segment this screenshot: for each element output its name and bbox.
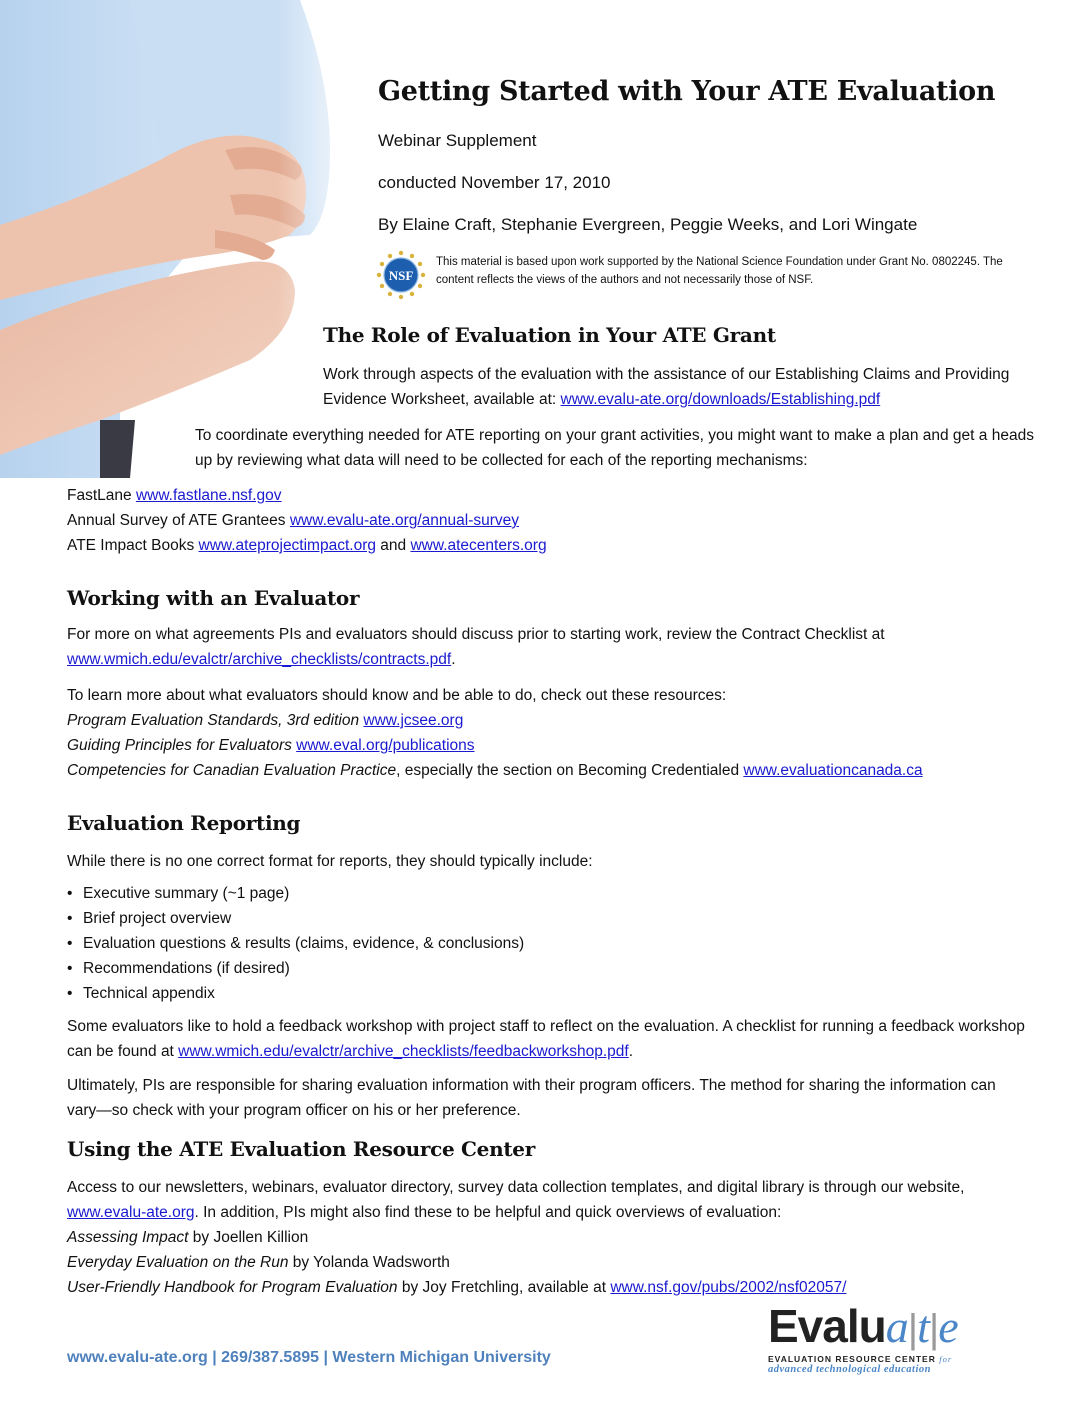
bullet-icon: • bbox=[67, 935, 73, 952]
list-item: • Brief project overview bbox=[67, 906, 524, 931]
section-heading-resource-center: Using the ATE Evaluation Resource Center bbox=[67, 1137, 535, 1161]
evaluate-wordmark: Evalua|t|e bbox=[768, 1300, 958, 1352]
footer-contact: www.evalu-ate.org | 269/387.5895 | Western Michigan University bbox=[67, 1349, 551, 1366]
page-title: Getting Started with Your ATE Evaluation bbox=[378, 76, 996, 107]
mechanism-item: ATE Impact Books www.ateprojectimpact.org and www.atecenters.org bbox=[67, 537, 547, 554]
nsf-handbook-link[interactable]: www.nsf.gov/pubs/2002/nsf02057/ bbox=[610, 1279, 847, 1296]
section-heading-role: The Role of Evaluation in Your ATE Grant bbox=[323, 323, 776, 347]
role-paragraph-text: Work through aspects of the evaluation with the assistance of our Establishing Claims and Providing Evidence Worksheet, available at: bbox=[323, 366, 1010, 408]
list-item: • Recommendations (if desired) bbox=[67, 956, 524, 981]
evalu-ate-website-link[interactable]: www.evalu-ate.org bbox=[67, 1204, 195, 1221]
fastlane-link[interactable]: www.fastlane.nsf.gov bbox=[135, 487, 282, 504]
section-heading-evaluator: Working with an Evaluator bbox=[67, 586, 360, 610]
mechanism-item: Annual Survey of ATE Grantees www.evalu-ate.org/annual-survey bbox=[67, 512, 520, 529]
reporting-mechanisms-list bbox=[67, 483, 547, 558]
section-heading-reporting: Evaluation Reporting bbox=[67, 811, 301, 835]
annual-survey-link[interactable]: www.evalu-ate.org/annual-survey bbox=[289, 512, 520, 529]
jcsee-link[interactable]: www.jcsee.org bbox=[363, 712, 464, 729]
resource-center-paragraph: Access to our newsletters, webinars, evaluator directory, survey data collection templates, and digital library is through our website, www.evalu-ate.org. In addition, PIs might also find these to be helpful and quick overviews of evaluation: bbox=[67, 1179, 965, 1221]
nsf-notice bbox=[376, 250, 1016, 300]
establishing-worksheet-link[interactable]: www.evalu-ate.org/downloads/Establishing.pdf bbox=[560, 391, 881, 408]
bullet-icon: • bbox=[67, 960, 73, 977]
svg-text:NSF: NSF bbox=[388, 268, 414, 283]
feedback-workshop-paragraph: Some evaluators like to hold a feedback workshop with project staff to reflect on the evaluation. A checklist for running a feedback workshop can be found at www.wmich.edu/evalctr/archive_checklists/feedbackworkshop.pdf. bbox=[67, 1018, 1025, 1060]
nsf-notice-text: This material is based upon work supported by the National Science Foundation under Grant No. 0802245. The content reflects the views of the authors and not necessarily those of NSF. bbox=[436, 256, 1003, 286]
subtitle: Webinar Supplement bbox=[378, 131, 537, 150]
mechanism-item: FastLane www.fastlane.nsf.gov bbox=[67, 487, 282, 504]
report-contents-list bbox=[67, 881, 524, 1006]
evaluate-tagline: EVALUATION RESOURCE CENTER for bbox=[768, 1354, 953, 1364]
reporting-plan-paragraph: To coordinate everything needed for ATE reporting on your grant activities, you might want to make a plan and get a heads up by reviewing what data will need to be collected for each of the reporting mechanisms: bbox=[195, 427, 1034, 469]
contract-checklist-paragraph: For more on what agreements PIs and evaluators should discuss prior to starting work, review the Contract Checklist at www.wmich.edu/evalctr/archive_checklists/contracts.pdf. bbox=[67, 626, 885, 668]
evaluationcanada-link[interactable]: www.evaluationcanada.ca bbox=[743, 762, 923, 779]
atecenters-link[interactable]: www.atecenters.org bbox=[410, 537, 547, 554]
bullet-icon: • bbox=[67, 985, 73, 1002]
resource-item: Guiding Principles for Evaluators www.eval.org/publications bbox=[67, 737, 475, 754]
reporting-intro: While there is no one correct format for reports, they should typically include: bbox=[67, 853, 593, 870]
feedback-workshop-link[interactable]: www.wmich.edu/evalctr/archive_checklists/feedbackworkshop.pdf bbox=[178, 1043, 629, 1060]
contracts-checklist-link[interactable]: www.wmich.edu/evalctr/archive_checklists/contracts.pdf bbox=[67, 651, 452, 668]
evaluator-resources bbox=[67, 683, 1017, 783]
evaluator-resources-intro: To learn more about what evaluators should know and be able to do, check out these resources: bbox=[67, 687, 727, 704]
ateprojectimpact-link[interactable]: www.ateprojectimpact.org bbox=[198, 537, 376, 554]
list-item: • Executive summary (~1 page) bbox=[67, 881, 524, 906]
evaluate-tagline-2: advanced technological education bbox=[768, 1364, 931, 1375]
book-item: Assessing Impact by Joellen Killion bbox=[67, 1229, 309, 1246]
resource-item: Program Evaluation Standards, 3rd edition www.jcsee.org bbox=[67, 712, 464, 729]
sharing-paragraph: Ultimately, PIs are responsible for sharing evaluation information with their program officers. The method for sharing the information can vary—so check with your program officer on his or her preference. bbox=[67, 1077, 996, 1119]
list-item: • Evaluation questions & results (claims, evidence, & conclusions) bbox=[67, 931, 524, 956]
authors: By Elaine Craft, Stephanie Evergreen, Peggie Weeks, and Lori Wingate bbox=[378, 215, 918, 234]
book-item: Everyday Evaluation on the Run by Yolanda Wadsworth bbox=[67, 1254, 450, 1271]
header-photo bbox=[0, 0, 370, 478]
bullet-icon: • bbox=[67, 885, 73, 902]
evaluate-logo bbox=[768, 1300, 1023, 1375]
nsf-logo-icon bbox=[376, 250, 426, 300]
bullet-icon: • bbox=[67, 910, 73, 927]
eval-publications-link[interactable]: www.eval.org/publications bbox=[296, 737, 475, 754]
role-paragraph bbox=[323, 362, 1023, 412]
book-item: User-Friendly Handbook for Program Evaluation by Joy Fretchling, available at www.nsf.gov/pubs/2002/nsf02057/ bbox=[67, 1279, 847, 1296]
webinar-date: conducted November 17, 2010 bbox=[378, 173, 611, 192]
recommended-books bbox=[67, 1225, 846, 1300]
resource-item: Competencies for Canadian Evaluation Practice, especially the section on Becoming Credentialed www.evaluationcanada.ca bbox=[67, 762, 923, 779]
list-item: • Technical appendix bbox=[67, 981, 524, 1006]
